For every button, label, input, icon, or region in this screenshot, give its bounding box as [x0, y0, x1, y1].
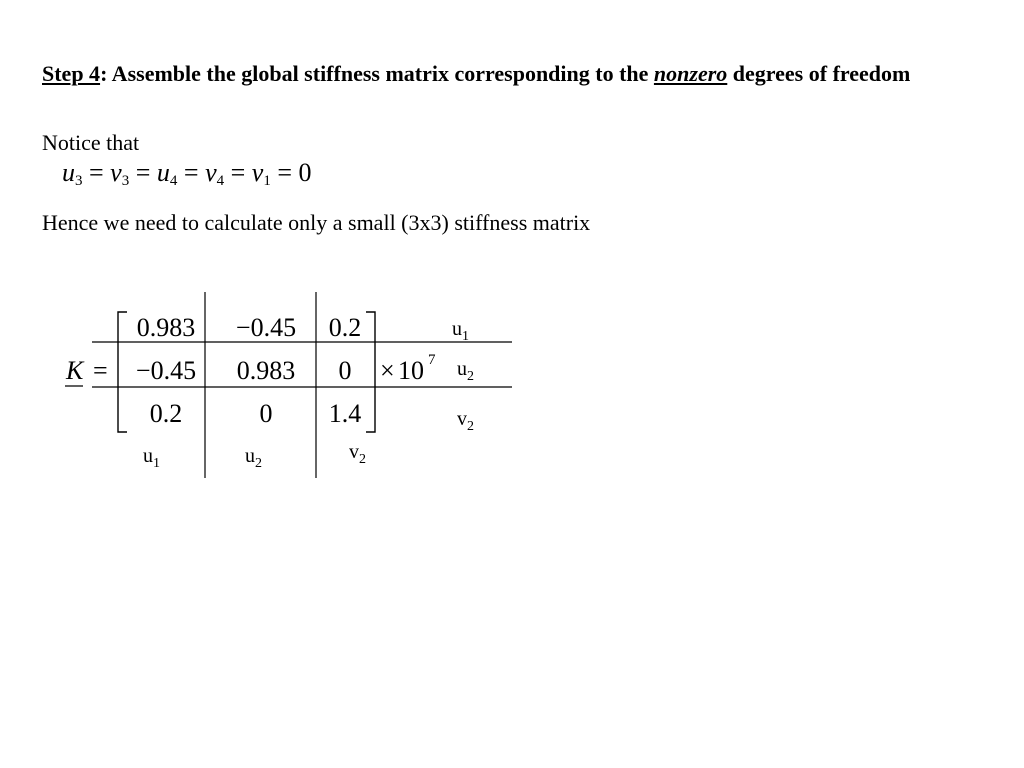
notice-text: Notice that [42, 130, 140, 155]
step-colon: : [100, 61, 108, 86]
step-label: Step 4 [42, 61, 101, 86]
eq-term-sub: 4 [169, 173, 178, 189]
matrix-cell: −0.45 [235, 313, 297, 342]
eq-term-sub: 1 [263, 173, 271, 189]
matrix-cell: 0.983 [136, 313, 196, 342]
matrix-cell: 0 [259, 399, 273, 428]
eq-term-var: v [205, 158, 217, 187]
row-label: $u_1$ [452, 318, 469, 344]
row-label: $v_2$ [457, 408, 474, 434]
eq-equals: = [135, 158, 151, 187]
row-label: $u_2$ [457, 358, 474, 384]
eq-term-sub: 3 [75, 173, 83, 189]
column-label: $u_1$ [143, 445, 160, 471]
column-label: $u_2$ [245, 445, 262, 471]
matrix-cell: 0.2 [328, 313, 362, 342]
matrix-cell: 1.4 [328, 399, 362, 428]
heading-text-after: degrees of freedom [727, 61, 911, 86]
eq-equals: = [277, 158, 292, 187]
eq-term-var: u [62, 158, 75, 187]
hence-text: Hence we need to calculate only a small (3x3) stiffness matrix [42, 210, 591, 235]
matrix-equals: = [93, 356, 108, 385]
times-sign: × [380, 356, 395, 385]
eq-equals: = [89, 158, 104, 187]
heading-text-before: Assemble the global stiffness matrix corresponding to the [107, 61, 654, 86]
factor-base: 10 [398, 356, 424, 385]
eq-equals: = [183, 158, 199, 187]
left-bracket [118, 312, 127, 432]
matrix-cell: 0 [338, 356, 352, 385]
eq-equals: = [230, 158, 246, 187]
right-bracket [366, 312, 375, 432]
column-label: $v_2$ [349, 441, 366, 467]
eq-term-sub: 3 [121, 173, 130, 189]
matrix-cell: 0.2 [149, 399, 183, 428]
matrix-cell: 0.983 [236, 356, 296, 385]
eq-rhs: 0 [298, 158, 312, 187]
eq-term-var: v [251, 158, 264, 187]
eq-term-sub: 4 [216, 173, 225, 189]
factor-exponent: 7 [428, 352, 436, 368]
matrix-symbol: K [66, 356, 84, 385]
eq-term-var: v [110, 158, 122, 187]
heading-emphasis: nonzero [653, 61, 728, 86]
matrix-cell: −0.45 [135, 356, 197, 385]
eq-term-var: u [156, 158, 170, 187]
